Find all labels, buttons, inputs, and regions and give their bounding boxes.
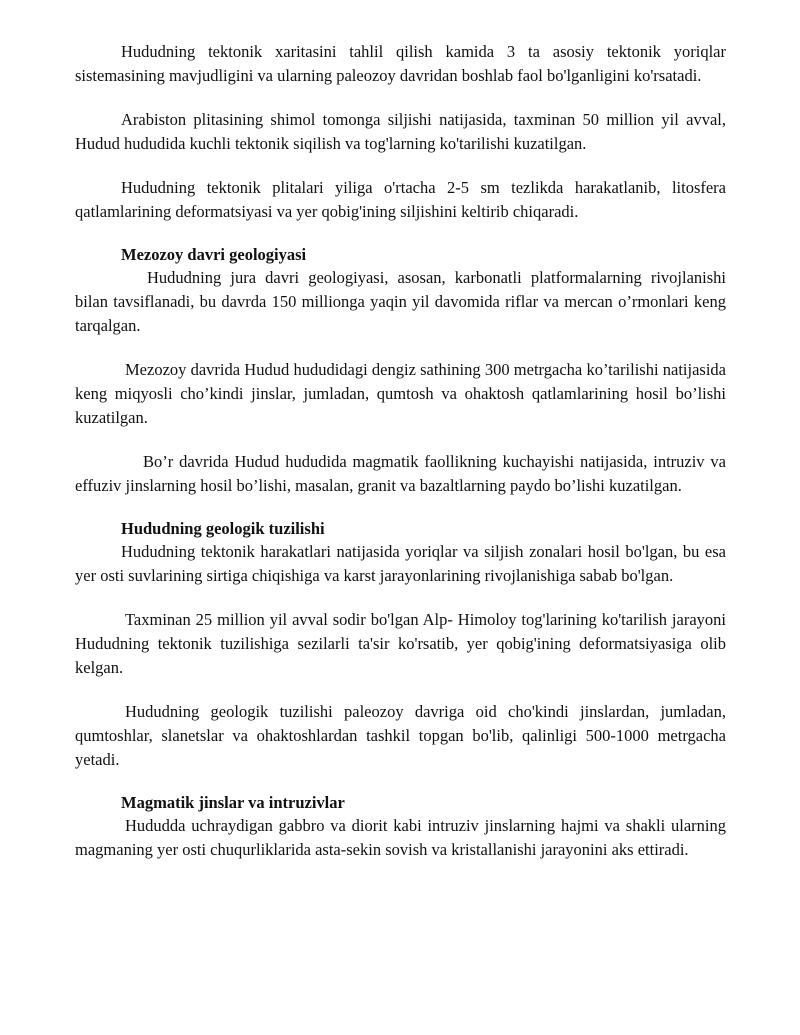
- paragraph-jura: Hududning jura davri geologiyasi, asosan, karbonatli platformalarning rivojlanishi bilan tavsiflanadi, bu davrda 150 millionga yaqin yil davomida riflar va mercan o’rmonlari keng tarqalgan.: [75, 268, 726, 335]
- paragraph-plate-speed: Hududning tektonik plitalari yiliga o'rtacha 2-5 sm tezlikda harakatlanib, litosfera qatlamlarining deformatsiyasi va yer qobig'ining siljishini keltirib chiqaradi.: [75, 178, 726, 221]
- paragraph-alpine: Taxminan 25 million yil avval sodir bo'lgan Alp- Himoloy tog'larining ko'tarilish jarayoni Hududning tektonik tuzilishiga sezilarli ta'sir ko'rsatib, yer qobig'ining deformatsiyasiga olib kelgan.: [75, 610, 726, 677]
- paragraph-paleozoic: Hududning geologik tuzilishi paleozoy davriga oid cho'kindi jinslardan, jumladan, qumtoshlar, slanetslar va ohaktoshlardan tashkil topgan bo'lib, qalinligi 500-1000 metrgacha yetadi.: [75, 702, 726, 769]
- paragraph-cretaceous: Bo’r davrida Hudud hududida magmatik faollikning kuchayishi natijasida, intruziv va effuziv jinslarning hosil bo’lishi, masalan, granit va bazaltlarning paydo bo’lishi kuzatilgan.: [75, 452, 726, 495]
- document-page: [75, 40, 726, 862]
- paragraph-faults: Hududning tektonik harakatlari natijasida yoriqlar va siljish zonalari hosil bo'lgan, bu esa yer osti suvlarining sirtiga chiqishiga va karst jarayonlarining rivojlanishiga sabab bo'lgan.: [75, 542, 726, 585]
- heading-magmatik: Magmatik jinslar va intruzivlar: [121, 793, 345, 812]
- paragraph-intrusive: Hududda uchraydigan gabbro va diorit kabi intruziv jinslarning hajmi va shakli ularning magmaning yer osti chuqurliklarida asta-sekin sovish va kristallanishi jarayonini aks ettiradi.: [75, 816, 726, 859]
- paragraph-tectonic-map: Hududning tektonik xaritasini tahlil qilish kamida 3 ta asosiy tektonik yoriqlar sistemasining mavjudligini va ularning paleozoy davridan boshlab faol bo'lganligini ko'rsatadi.: [75, 42, 726, 85]
- paragraph-arabian-plate: Arabiston plitasining shimol tomonga siljishi natijasida, taxminan 50 million yil avval, Hudud hududida kuchli tektonik siqilish va tog'larning ko'tarilishi kuzatilgan.: [75, 110, 726, 153]
- heading-mesozoy: Mezozoy davri geologiyasi: [121, 245, 307, 264]
- heading-geologik: Hududning geologik tuzilishi: [121, 519, 325, 538]
- paragraph-sea-level: Mezozoy davrida Hudud hududidagi dengiz sathining 300 metrgacha ko’tarilishi natijasida keng miqyosli cho’kindi jinslar, jumladan, qumtosh va ohaktosh qatlamlarining hosil bo’lishi kuzatilgan.: [75, 360, 726, 427]
